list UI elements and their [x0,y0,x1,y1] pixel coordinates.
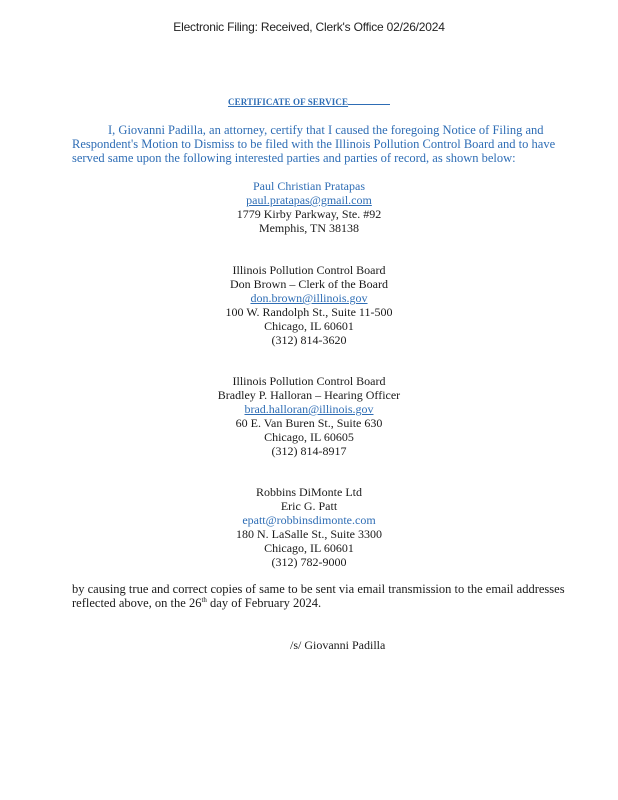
recipient-email-link[interactable]: don.brown@illinois.gov [250,291,368,305]
recipient-block-pratapas [0,179,618,235]
recipient-email-link[interactable]: epatt@robbinsdimonte.com [242,513,376,527]
recipient-phone: (312) 782-9000 [271,555,347,569]
closing-line-2-start: reflected above, on the 26 [72,596,202,610]
recipient-email-link[interactable]: paul.pratapas@gmail.com [246,193,372,207]
closing-paragraph [72,582,586,610]
recipient-address-line: 60 E. Van Buren St., Suite 630 [235,416,383,430]
certificate-title-text: CERTIFICATE OF SERVICE [228,97,349,107]
title-underline [348,103,390,105]
recipient-name: Eric G. Patt [280,499,338,513]
certificate-paragraph [72,123,586,165]
paragraph-line-2: Respondent's Motion to Dismiss to be filed with the Illinois Pollution Control Board and to have [72,137,556,151]
recipient-address-line: 1779 Kirby Parkway, Ste. #92 [236,207,382,221]
recipient-block-hearing-officer [0,374,618,458]
recipient-address-line: 100 W. Randolph St., Suite 11-500 [225,305,393,319]
recipient-city-line: Memphis, TN 38138 [258,221,360,235]
closing-line-2 [72,596,586,610]
closing-line-1: by causing true and correct copies of same to be sent via email transmission to the email addresses [72,582,565,596]
closing-line-2-end: day of February 2024. [206,596,322,610]
recipient-city-line: Chicago, IL 60601 [264,319,354,333]
recipient-organization: Illinois Pollution Control Board [232,374,386,388]
recipient-organization: Illinois Pollution Control Board [232,263,386,277]
recipient-phone: (312) 814-8917 [271,444,347,458]
signature-line: /s/ Giovanni Padilla [290,638,386,652]
certificate-title [228,97,390,107]
recipient-name: Paul Christian Pratapas [253,179,365,193]
recipient-city-line: Chicago, IL 60601 [264,541,354,555]
recipient-address-line: 180 N. LaSalle St., Suite 3300 [236,527,382,541]
recipient-phone: (312) 814-3620 [271,333,347,347]
paragraph-line-3: served same upon the following interested parties and parties of record, as shown below: [72,151,516,165]
recipient-organization: Robbins DiMonte Ltd [255,485,362,499]
recipient-name: Bradley P. Halloran – Hearing Officer [217,388,401,402]
recipient-block-clerk [0,263,618,347]
recipient-name: Don Brown – Clerk of the Board [230,277,388,291]
paragraph-line-1: I, Giovanni Padilla, an attorney, certify that I caused the foregoing Notice of Filing and [108,123,544,137]
recipient-block-robbins [0,485,618,569]
electronic-filing-stamp: Electronic Filing: Received, Clerk's Office 02/26/2024 [173,20,445,34]
ordinal-suffix: th [201,595,207,604]
recipient-email-link[interactable]: brad.halloran@illinois.gov [244,402,374,416]
recipient-city-line: Chicago, IL 60605 [264,430,354,444]
